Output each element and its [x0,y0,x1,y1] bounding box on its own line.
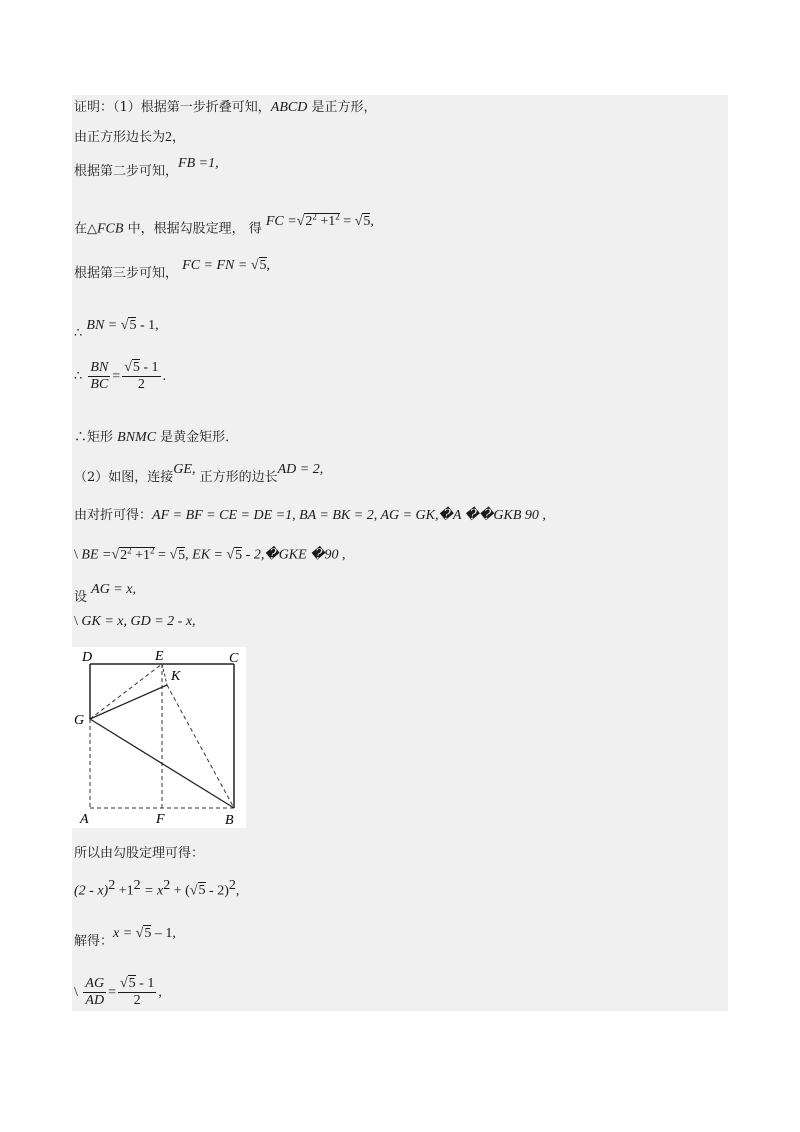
math-number: 2 [165,130,173,145]
fraction-ag-ad [83,976,106,1009]
text: 是正方形， [307,100,377,115]
text: - 1, [136,318,159,333]
numerator: BN [90,360,109,375]
math-sqrt-5: 5 [363,213,371,229]
proof-line-17 [74,976,162,1009]
math-sqrt-5: 5 [198,883,206,899]
numerator: AG [85,976,105,991]
text: - 2,�GKE �90 , [242,547,346,563]
math-radicand: 2 [305,213,313,229]
text: ∴矩形 [74,430,118,445]
denominator: 2 [133,993,141,1008]
math-exponent: 2 [108,878,116,893]
math-be: BE = [81,547,112,563]
proof-line-16: 解得：x = √5 – 1, [74,926,176,949]
math-ek: , EK = [185,547,227,563]
proof-line-6: ∴ BN = √5 - 1, [74,318,159,341]
math-eq: = [339,213,355,229]
math-sqrt-5: 5 [259,258,267,273]
text: . [162,369,167,384]
math-exponent: 2 [163,878,171,893]
math-x: x = [113,926,136,941]
text: - 1 [135,976,155,991]
fraction-golden: $\frac{√5 - 1}{2}$ [119,976,155,1008]
proof-line-1 [74,100,376,116]
text: 设 [74,590,92,605]
proof-line-7 [74,360,166,393]
proof-line-3 [74,156,219,180]
text: （2）如图，连接 [74,470,174,485]
math-fc-fn: FC = FN = [182,258,251,273]
label-d: D [82,650,93,665]
math-ag: AG = x, [91,582,136,597]
math-gk-gd: GK = x, GD = 2 - x, [81,614,196,629]
text: 是黄金矩形． [156,430,239,445]
text: - 1 [139,360,159,375]
text: - 2) [205,883,229,899]
text: 正方形的边长 [195,470,278,485]
fraction-bn-bc [88,360,110,393]
text: 由对折可得： [74,508,153,523]
proof-line-4: 在△FCB 中，根据勾股定理， 得 FC $=√2^2 +1^2 = √5$, [74,211,374,237]
therefore-symbol: ∴ [74,369,87,384]
math-eq: = [112,369,121,384]
text: \ [74,614,82,629]
math-sqrt-5: 5 [235,547,243,563]
math-eq-x: = x [140,883,164,899]
denominator: 2 [137,377,145,392]
text: \ [74,547,82,563]
square-fold-diagram [72,647,246,828]
label-c: C [229,651,239,666]
math-exponent: 2 [150,545,155,555]
math-fb: FB =1, [178,156,219,171]
math-sqrt-5: 5 [129,318,137,333]
proof-line-12 [74,582,136,606]
math-eq: = [108,985,116,1000]
math-2-minus-x: (2 - x) [74,883,109,899]
proof-line-10 [74,508,546,524]
text: 在△ [74,221,97,237]
math-sqrt-5: 5 [144,926,152,941]
math-exponent: 2 [127,545,132,555]
fraction-golden: $\frac{√5 - 1}{2}$ [124,360,159,392]
math-ge: GE, [173,462,196,477]
math-exponent: 2 [312,211,317,221]
therefore-symbol: ∴ [74,326,87,341]
label-k: K [171,669,181,684]
proof-line-11: \ BE $=√2^2 +1^2 = √5$, EK = √5 - 2,�GKE �90 , [74,545,346,563]
proof-line-5: 根据第三步可知， FC = FN = √5, [74,258,271,281]
math-fcb: FCB [97,221,124,237]
math-sqrt-5: 5 [132,360,140,375]
text: , [235,883,240,899]
text: 所以由勾股定理可得： [74,846,205,861]
math-bnmc: BNMC [117,430,157,445]
text: 中，根据勾股定理， 得 [123,221,262,237]
proof-line-14 [74,846,204,862]
math-eq: = [154,547,170,563]
proof-line-8 [74,430,238,446]
proof-line-15: $(2 - x)^2 +1^2 = x^2 + (√5 - 2)^2$, [74,878,240,899]
math-plus: +1 [316,213,336,229]
math-radicand: 2 [120,547,128,563]
math-plus: +1 [131,547,151,563]
math-plus: + ( [170,883,190,899]
text: \ [74,985,82,1000]
math-exponent: 2 [228,878,236,893]
math-ad: AD = 2, [277,462,324,477]
text: 根据第二步可知， [74,164,179,179]
denominator: BC [90,377,109,392]
proof-line-2 [74,130,185,146]
proof-line-13 [74,614,196,630]
math-fold-equalities: AF = BF = CE = DE =1, BA = BK = 2, AG = GK,�A ��GKB 90 , [152,508,546,523]
diagram-background [72,647,246,828]
math-sqrt-5: 5 [178,547,186,563]
text: ， [172,130,186,145]
label-f: F [156,812,165,827]
denominator: AD [85,993,105,1008]
text: 根据第三步可知， [74,266,179,281]
label-g: G [74,713,85,728]
text: 解得： [74,934,114,949]
proof-intro: 证明：（1）根据第一步折叠可知， [74,100,271,115]
math-sqrt-5: 5 [128,976,136,991]
math-fc: FC = [265,213,297,229]
math-exponent: 2 [335,211,340,221]
math-bn: BN = [86,318,121,333]
math-plus: +1 [115,883,134,899]
text: 由正方形边长为 [74,130,166,145]
proof-line-9 [74,462,324,486]
text: , [266,258,271,273]
text: , [370,213,374,229]
math-abcd: ABCD [270,100,308,115]
label-e: E [155,649,164,664]
math-exponent: 2 [133,878,141,893]
text: – 1, [151,926,176,941]
text: , [158,985,162,1000]
label-b: B [225,813,234,828]
label-a: A [80,812,89,827]
